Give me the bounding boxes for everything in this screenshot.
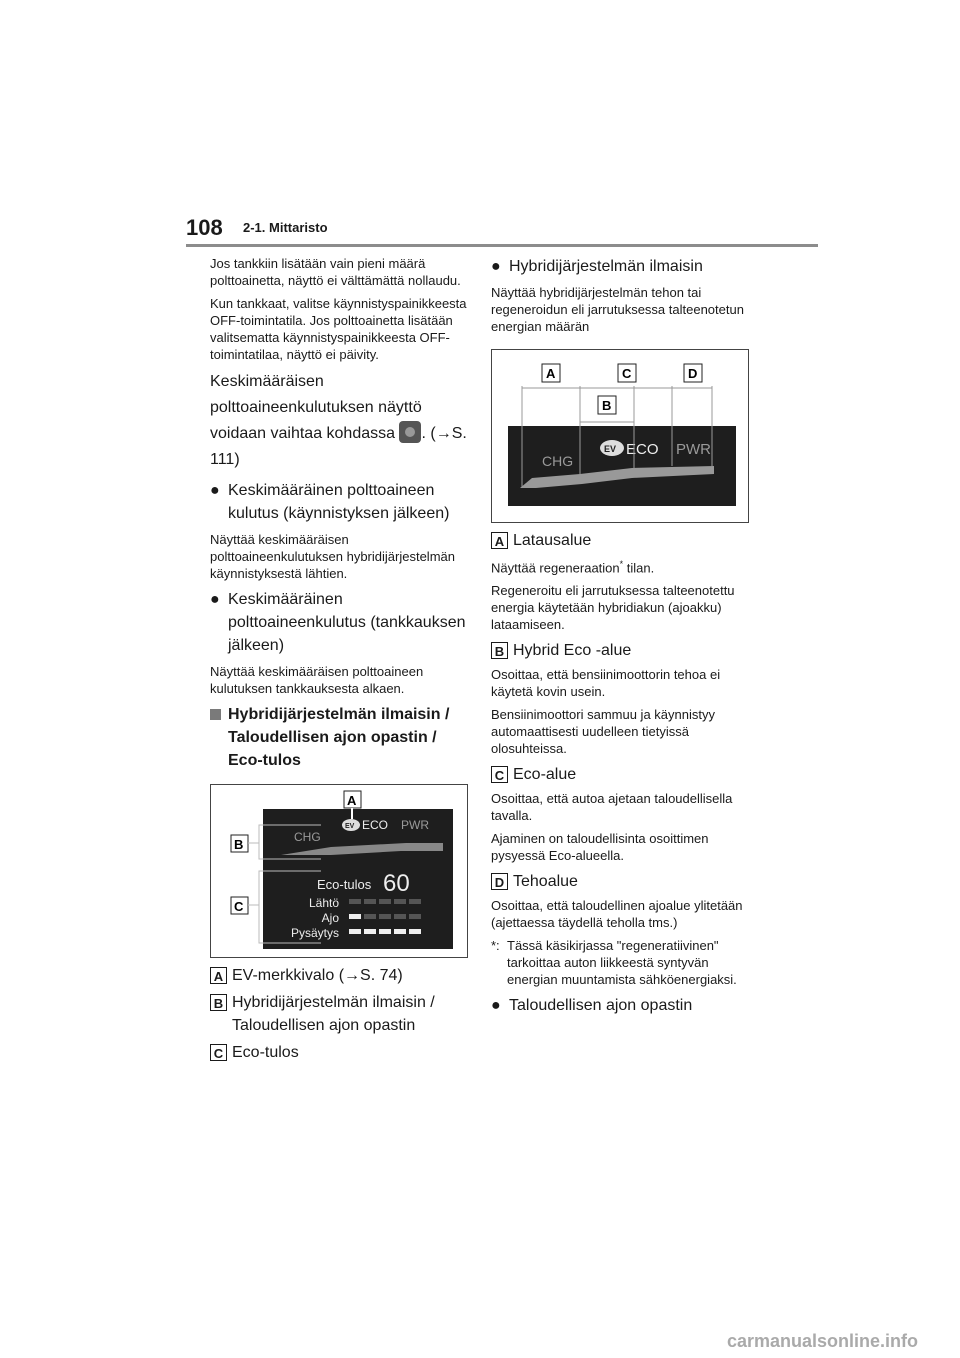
footnote-text: Tässä käsikirjassa "regeneratiivinen" tarkoittaa auton liikkeestä syntyvän energian muuntamista sähköenergiaksi. [507,938,737,988]
paragraph-text: Keskimääräisen polttoaineenkulutuksen näyttö voidaan vaihtaa kohdassa [210,373,422,442]
bullet-item [210,588,470,657]
header-rule [186,244,818,247]
callout-c: C [622,366,632,381]
bullet-text: Taloudellisen ajon opastin [509,997,693,1015]
callout-b: B [602,398,612,413]
ev-icon: EV [604,444,617,454]
page-ref: . (→S. 111) [210,425,467,468]
callout-c: C [234,899,244,914]
section-title: 2-1. Mittaristo [243,220,328,235]
bullet-icon: ● [491,258,501,275]
legend-text: Hybridijärjestelmän ilmaisin / Taloudellisen ajon opastin [232,994,435,1034]
row-label: Pysäytys [290,926,339,940]
description: Osoittaa, että bensiinimoottorin tehoa ei käytetä kovin usein. [491,667,721,700]
description: Osoittaa, että taloudellinen ajoalue ylitetään (ajettaessa täydellä teholla tms.) [491,898,743,931]
ev-icon: EV [345,823,355,830]
bullet-text: Hybridijärjestelmän ilmaisin [509,258,703,275]
callout-a: A [347,793,357,808]
zone-d-title [491,870,761,893]
legend-text: EV-merkkivalo (→S. 74) [232,967,403,984]
bullet-item [210,479,470,525]
row-label: Lähtö [308,896,339,910]
bullet-icon: ● [210,591,220,608]
bullet-icon: ● [210,482,220,499]
legend-text: Eco-tulos [232,1044,299,1061]
bullet-item [491,994,761,1017]
paragraph: Jos tankkiin lisätään vain pieni määrä polttoainetta, näyttö ei välttämättä nollaudu. [210,256,461,288]
figure-indicator [491,349,749,523]
desc-text: tilan. [623,560,655,576]
pwr-label: PWR [401,818,429,832]
footnote-marker: *: [491,938,500,954]
desc-text: Näyttää regeneraation [491,560,620,576]
chg-label: CHG [294,830,321,844]
bullet-icon: ● [491,997,501,1015]
watermark: carmanualsonline.info [726,1331,918,1351]
left-column [210,255,470,1068]
legend-item-a [210,964,470,987]
section-heading [210,703,470,772]
eco-label: ECO [362,818,389,832]
callout-d: D [688,366,698,381]
description: Bensiinimoottori sammuu ja käynnistyy automaattisesti uudelleen tietyissä olosuhteissa. [491,707,715,757]
description: Ajaminen on taloudellisinta osoittimen pysyessä Eco-alueella. [491,831,709,864]
zone-title: Eco-alue [513,766,577,784]
bullet-item [491,255,761,278]
heading-text: Hybridijärjestelmän ilmaisin / Taloudellisen ajon opastin / Eco-tulos [228,706,450,769]
bullet-text: Keskimääräinen polttoaineen kulutus (käynnistyksen jälkeen) [228,482,450,522]
zone-title: Hybrid Eco -alue [513,642,632,660]
page-number: 108 [186,215,223,240]
callout-b: B [234,837,244,852]
gear-icon [399,421,421,443]
eco-score: 60 [383,870,410,897]
right-column [491,255,761,1023]
description: Näyttää keskimääräisen polttoaineenkulutuksen hybridijärjestelmän käynnistyksestä lähtien. [210,532,455,581]
letter-box: A [210,967,227,984]
figure-svg [211,785,467,957]
figure-svg [492,350,748,522]
legend-item-c [210,1041,470,1064]
letter-box: C [210,1044,227,1061]
letter-box: C [491,766,508,783]
description: Regeneroitu eli jarrutuksessa talteenotettu energia käytetään hybridiakun (ajoakku) lataamiseen. [491,583,735,633]
description [491,556,761,576]
letter-box: B [491,642,508,659]
description: Näyttää hybridijärjestelmän tehon tai regeneroidun eli jarrutuksessa talteenotetun energian määrän [491,285,744,334]
paragraph: Kun tankkaat, valitse käynnistyspainikkeesta OFF-toimintatila. Jos polttoainetta lisätään valitsematta käynnistyspainikkeesta OFF-toimintatilaa, näyttö ei päivity. [210,296,467,362]
zone-a-title [491,529,761,552]
zone-c-title [491,763,761,786]
square-bullet-icon [210,709,221,720]
legend-item-b [210,991,470,1037]
callout-a: A [546,366,556,381]
chg-label: CHG [542,453,574,469]
eco-label: ECO [626,441,659,458]
figure-display [210,784,468,958]
asterisk: * [619,559,624,569]
description: Osoittaa, että autoa ajetaan taloudellisella tavalla. [491,791,733,824]
footnote [491,937,761,988]
pwr-label: PWR [676,441,711,458]
row-label: Ajo [321,911,339,925]
zone-b-title [491,639,761,662]
bullet-text: Keskimääräinen polttoaineenkulutus (tankkauksen jälkeen) [228,591,466,654]
paragraph [210,369,470,473]
letter-box: D [491,873,508,890]
description: Näyttää keskimääräisen polttoaineen kulutuksen tankkauksesta alkaen. [210,664,424,696]
eco-tulos-label: Eco-tulos [317,877,372,892]
letter-box: A [491,532,508,549]
letter-box: B [210,994,227,1011]
zone-title: Latausalue [513,532,592,549]
zone-title: Tehoalue [513,873,578,891]
